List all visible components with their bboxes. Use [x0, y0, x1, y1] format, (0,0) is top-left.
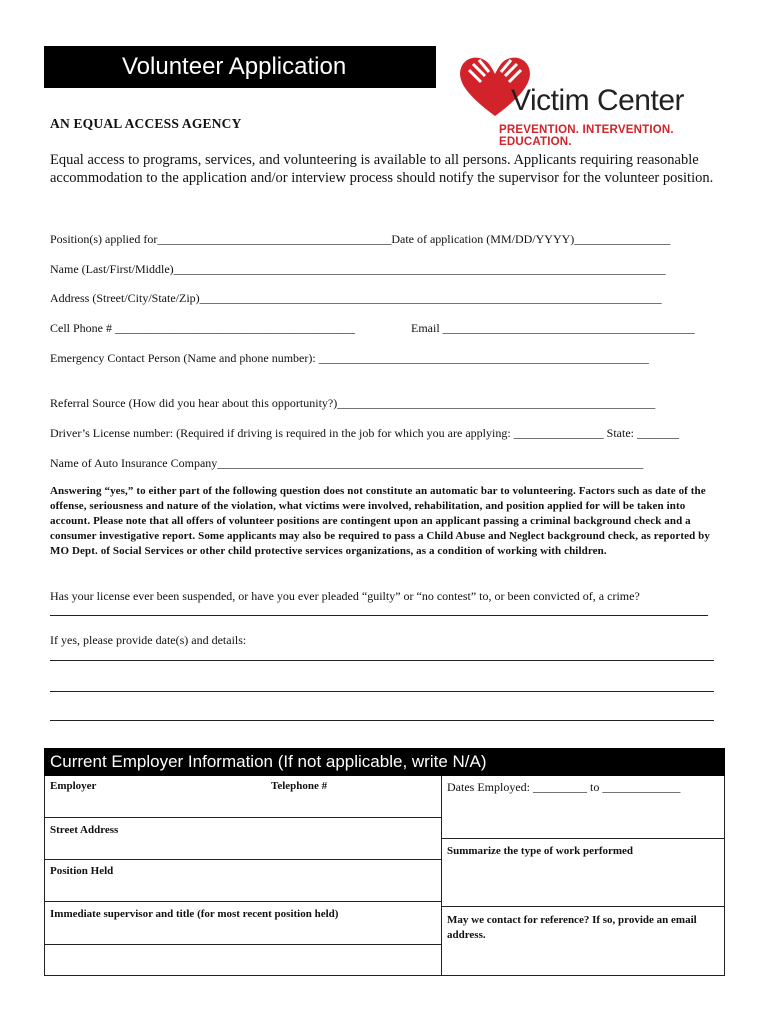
telephone-label: Telephone #	[271, 780, 328, 792]
row-line-1	[44, 817, 441, 818]
details-line-3[interactable]	[50, 720, 714, 721]
referral-source-field[interactable]: Referral Source (How did you hear about this opportunity?)_____________________________________________________	[50, 396, 656, 410]
cell-phone-field[interactable]: Cell Phone # ________________________________________	[50, 321, 355, 335]
row-line-2	[44, 859, 441, 860]
agency-heading: AN EQUAL ACCESS AGENCY	[50, 116, 242, 131]
logo-tagline: PREVENTION. INTERVENTION. EDUCATION.	[499, 124, 674, 148]
crime-answer-line[interactable]	[50, 615, 708, 616]
street-address-label: Street Address	[50, 824, 119, 836]
address-field[interactable]: Address (Street/City/State/Zip)_____________________________________________________________________________	[50, 291, 662, 305]
reference-contact-label: May we contact for reference? If so, provide an email address.	[447, 914, 697, 941]
position-field[interactable]: Position(s) applied for_______________________________________Date of application (MM/DD/YYYY)________________	[50, 232, 671, 246]
crime-question: Has your license ever been suspended, or have you ever pleaded “guilty” or “no contest” to, or been convicted of, a crime?	[50, 589, 640, 603]
intro-paragraph: Equal access to programs, services, and volunteering is available to all persons. Applicants requiring reasonable accommodation to the application and/or interview process should notify the supervisor for the volunteer position.	[50, 152, 714, 186]
details-label: If yes, please provide date(s) and details:	[50, 633, 247, 647]
right-row-line-2	[441, 906, 725, 907]
details-line-1[interactable]	[50, 660, 714, 661]
employer-box-bottom	[44, 975, 725, 976]
victim-center-logo	[455, 50, 725, 148]
logo-name: Victim Center	[511, 84, 685, 117]
employer-label: Employer	[50, 780, 97, 792]
dates-employed-field[interactable]: Dates Employed: _________ to _____________	[447, 780, 681, 794]
details-line-2[interactable]	[50, 691, 714, 692]
form-title: Volunteer Application	[44, 46, 436, 88]
right-row-line-1	[441, 838, 725, 839]
auto-insurance-field[interactable]: Name of Auto Insurance Company_______________________________________________________________________	[50, 456, 644, 470]
background-check-notice: Answering “yes,” to either part of the following question does not constitute an automatic bar to volunteering. Factors such as date of the offense, seriousness and nature of the violation, what victims were involved, rehabilitation, and position applied for will be taken into account. Please note that all offers of volunteer positions are contingent upon an applicant passing a criminal background check and a consumer investigative report. Some applicants may also be required to pass a Child Abuse and Neglect background check, as reported by MO Dept. of Social Services or other child protective services organizations, as a condition of working with children.	[50, 485, 710, 557]
email-field[interactable]: Email __________________________________________	[411, 321, 695, 335]
position-held-label: Position Held	[50, 865, 114, 877]
name-field[interactable]: Name (Last/First/Middle)__________________________________________________________________________________	[50, 262, 666, 276]
employer-box-right-border	[724, 776, 725, 976]
row-line-3	[44, 901, 441, 902]
emergency-contact-field[interactable]: Emergency Contact Person (Name and phone number): _______________________________________________________	[50, 351, 649, 365]
employer-section-header: Current Employer Information (If not applicable, write N/A)	[44, 748, 725, 776]
employer-box-divider	[441, 776, 442, 976]
employer-box-left-border	[44, 776, 45, 976]
drivers-license-field[interactable]: Driver’s License number: (Required if driving is required in the job for which you are applying: _______________ State: _______	[50, 426, 679, 440]
work-summary-label: Summarize the type of work performed	[447, 845, 634, 857]
supervisor-label: Immediate supervisor and title (for most recent position held)	[50, 908, 339, 920]
row-line-4	[44, 944, 441, 945]
